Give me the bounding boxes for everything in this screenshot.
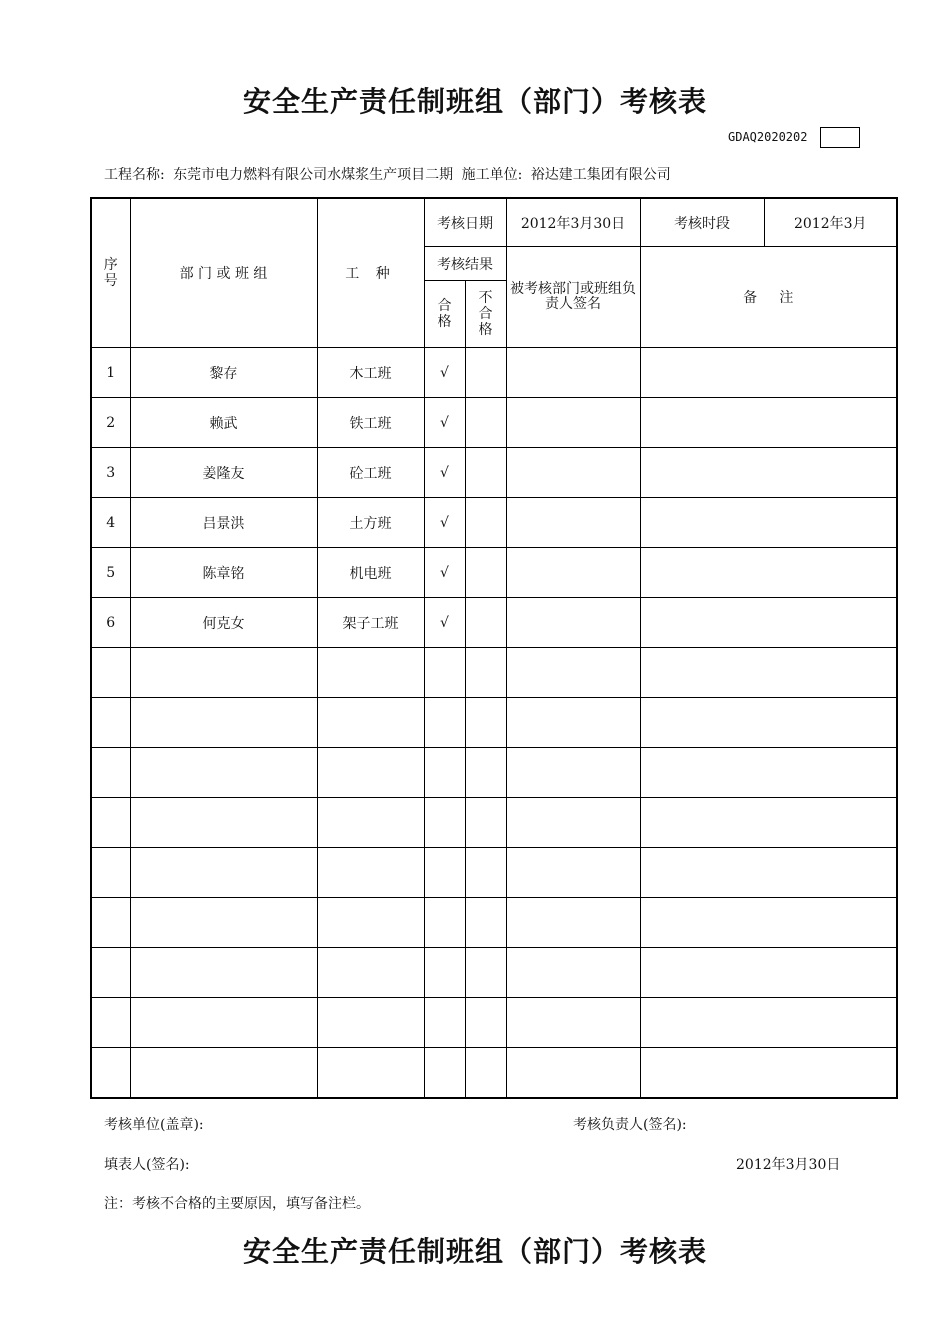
- header-exam-date-label: 考核日期: [424, 198, 506, 247]
- row-trade: 架子工班: [317, 598, 424, 648]
- row-fail[interactable]: [465, 448, 506, 498]
- contractor-label: 施工单位:: [461, 167, 523, 183]
- empty-cell[interactable]: [317, 698, 424, 748]
- empty-cell[interactable]: [506, 948, 640, 998]
- empty-cell[interactable]: [465, 898, 506, 948]
- table-row: [91, 498, 897, 548]
- empty-row: [91, 698, 897, 748]
- empty-cell[interactable]: [130, 848, 317, 898]
- empty-cell[interactable]: [130, 798, 317, 848]
- header-pass: 合格: [424, 281, 465, 348]
- row-trade: 木工班: [317, 348, 424, 398]
- row-pass[interactable]: √: [424, 348, 465, 398]
- empty-cell[interactable]: [130, 698, 317, 748]
- table-row: [91, 548, 897, 598]
- row-no: 3: [91, 448, 130, 498]
- empty-cell[interactable]: [91, 948, 130, 998]
- empty-cell[interactable]: [424, 798, 465, 848]
- assessment-responsible-label: 考核负责人(签名):: [573, 1117, 687, 1133]
- empty-cell[interactable]: [424, 948, 465, 998]
- empty-row: [91, 998, 897, 1048]
- empty-cell[interactable]: [465, 998, 506, 1048]
- empty-cell[interactable]: [130, 898, 317, 948]
- empty-row: [91, 798, 897, 848]
- empty-cell[interactable]: [640, 948, 897, 998]
- empty-cell[interactable]: [640, 648, 897, 698]
- empty-cell[interactable]: [640, 798, 897, 848]
- empty-cell[interactable]: [317, 898, 424, 948]
- row-remark[interactable]: [640, 448, 897, 498]
- empty-cell[interactable]: [640, 748, 897, 798]
- contractor-name: 裕达建工集团有限公司: [530, 167, 671, 183]
- empty-cell[interactable]: [317, 748, 424, 798]
- table-row: [91, 348, 897, 398]
- table-row: [91, 398, 897, 448]
- empty-cell[interactable]: [91, 798, 130, 848]
- empty-row: [91, 898, 897, 948]
- row-name: 陈章铭: [130, 548, 317, 598]
- row-signature[interactable]: [506, 348, 640, 398]
- header-dept: 部 门 或 班 组: [130, 198, 317, 348]
- empty-cell[interactable]: [91, 748, 130, 798]
- assessment-table: [90, 197, 898, 1099]
- empty-cell[interactable]: [317, 1048, 424, 1099]
- row-trade: 土方班: [317, 498, 424, 548]
- empty-row: [91, 1048, 897, 1099]
- empty-cell[interactable]: [640, 848, 897, 898]
- row-pass[interactable]: √: [424, 548, 465, 598]
- row-fail[interactable]: [465, 348, 506, 398]
- empty-cell[interactable]: [317, 948, 424, 998]
- empty-cell[interactable]: [317, 648, 424, 698]
- row-no: 4: [91, 498, 130, 548]
- row-name: 黎存: [130, 348, 317, 398]
- empty-cell[interactable]: [130, 748, 317, 798]
- empty-cell[interactable]: [91, 898, 130, 948]
- row-name: 吕景洪: [130, 498, 317, 548]
- empty-cell[interactable]: [91, 648, 130, 698]
- header-trade: 工 种: [317, 198, 424, 348]
- footer-date: 2012年3月30日: [736, 1157, 841, 1173]
- row-signature[interactable]: [506, 598, 640, 648]
- code-suffix-field[interactable]: [820, 127, 860, 148]
- empty-cell[interactable]: [91, 1048, 130, 1099]
- empty-cell[interactable]: [465, 848, 506, 898]
- row-pass[interactable]: √: [424, 498, 465, 548]
- row-pass[interactable]: √: [424, 598, 465, 648]
- empty-cell[interactable]: [506, 698, 640, 748]
- empty-cell[interactable]: [506, 748, 640, 798]
- row-remark[interactable]: [640, 498, 897, 548]
- empty-cell[interactable]: [640, 998, 897, 1048]
- form-filler-label: 填表人(签名):: [104, 1157, 190, 1173]
- header-period-label: 考核时段: [640, 198, 764, 247]
- empty-cell[interactable]: [91, 848, 130, 898]
- empty-cell[interactable]: [130, 648, 317, 698]
- footer-note: 注：考核不合格的主要原因，填写备注栏。: [104, 1196, 370, 1212]
- empty-cell[interactable]: [506, 848, 640, 898]
- empty-cell[interactable]: [465, 648, 506, 698]
- empty-cell[interactable]: [506, 798, 640, 848]
- row-signature[interactable]: [506, 398, 640, 448]
- row-remark[interactable]: [640, 398, 897, 448]
- empty-cell[interactable]: [640, 1048, 897, 1099]
- table-row: [91, 448, 897, 498]
- header-result: 考核结果: [424, 247, 506, 281]
- row-fail[interactable]: [465, 548, 506, 598]
- empty-cell[interactable]: [506, 648, 640, 698]
- empty-cell[interactable]: [506, 1048, 640, 1099]
- page-title-repeat: 安全生产责任制班组（部门）考核表: [242, 1235, 707, 1268]
- row-no: 1: [91, 348, 130, 398]
- row-fail[interactable]: [465, 598, 506, 648]
- header-exam-date: 2012年3月30日: [506, 198, 640, 247]
- empty-cell[interactable]: [640, 698, 897, 748]
- row-name: 姜隆友: [130, 448, 317, 498]
- row-remark[interactable]: [640, 598, 897, 648]
- empty-cell[interactable]: [465, 798, 506, 848]
- empty-cell[interactable]: [424, 748, 465, 798]
- empty-cell[interactable]: [130, 1048, 317, 1099]
- empty-cell[interactable]: [424, 648, 465, 698]
- empty-cell[interactable]: [91, 998, 130, 1048]
- empty-cell[interactable]: [317, 848, 424, 898]
- empty-cell[interactable]: [424, 898, 465, 948]
- row-pass[interactable]: √: [424, 398, 465, 448]
- empty-cell[interactable]: [130, 998, 317, 1048]
- empty-cell[interactable]: [640, 898, 897, 948]
- row-signature[interactable]: [506, 498, 640, 548]
- row-signature[interactable]: [506, 548, 640, 598]
- row-trade: 砼工班: [317, 448, 424, 498]
- row-remark[interactable]: [640, 548, 897, 598]
- row-no: 6: [91, 598, 130, 648]
- project-info-line: [104, 164, 675, 184]
- form-code: GDAQ2020202: [728, 130, 808, 144]
- empty-row: [91, 748, 897, 798]
- row-trade: 机电班: [317, 548, 424, 598]
- empty-cell[interactable]: [424, 1048, 465, 1099]
- table-row: [91, 598, 897, 648]
- project-label: 工程名称:: [104, 167, 165, 183]
- row-fail[interactable]: [465, 398, 506, 448]
- row-no: 2: [91, 398, 130, 448]
- empty-cell[interactable]: [317, 998, 424, 1048]
- row-remark[interactable]: [640, 348, 897, 398]
- empty-cell[interactable]: [424, 998, 465, 1048]
- empty-row: [91, 648, 897, 698]
- empty-cell[interactable]: [465, 948, 506, 998]
- row-name: 赖武: [130, 398, 317, 448]
- empty-cell[interactable]: [130, 948, 317, 998]
- header-signature: 被考核部门或班组负责人签名: [506, 247, 640, 348]
- header-seq: 序号: [91, 198, 130, 348]
- empty-cell[interactable]: [465, 748, 506, 798]
- assessing-unit-label: 考核单位(盖章):: [104, 1117, 204, 1133]
- row-pass[interactable]: √: [424, 448, 465, 498]
- row-trade: 铁工班: [317, 398, 424, 448]
- empty-cell[interactable]: [506, 898, 640, 948]
- empty-row: [91, 948, 897, 998]
- empty-cell[interactable]: [317, 798, 424, 848]
- empty-cell[interactable]: [91, 698, 130, 748]
- row-fail[interactable]: [465, 498, 506, 548]
- empty-cell[interactable]: [506, 998, 640, 1048]
- page-title: 安全生产责任制班组（部门）考核表: [242, 85, 707, 118]
- row-name: 何克女: [130, 598, 317, 648]
- project-name: 东莞市电力燃料有限公司水煤浆生产项目二期: [173, 167, 454, 183]
- empty-cell[interactable]: [424, 848, 465, 898]
- empty-cell[interactable]: [465, 1048, 506, 1099]
- empty-cell[interactable]: [424, 698, 465, 748]
- empty-row: [91, 848, 897, 898]
- row-signature[interactable]: [506, 448, 640, 498]
- empty-cell[interactable]: [465, 698, 506, 748]
- header-fail: 不合格: [465, 281, 506, 348]
- header-remark: 备 注: [640, 247, 897, 348]
- row-no: 5: [91, 548, 130, 598]
- header-period: 2012年3月: [764, 198, 897, 247]
